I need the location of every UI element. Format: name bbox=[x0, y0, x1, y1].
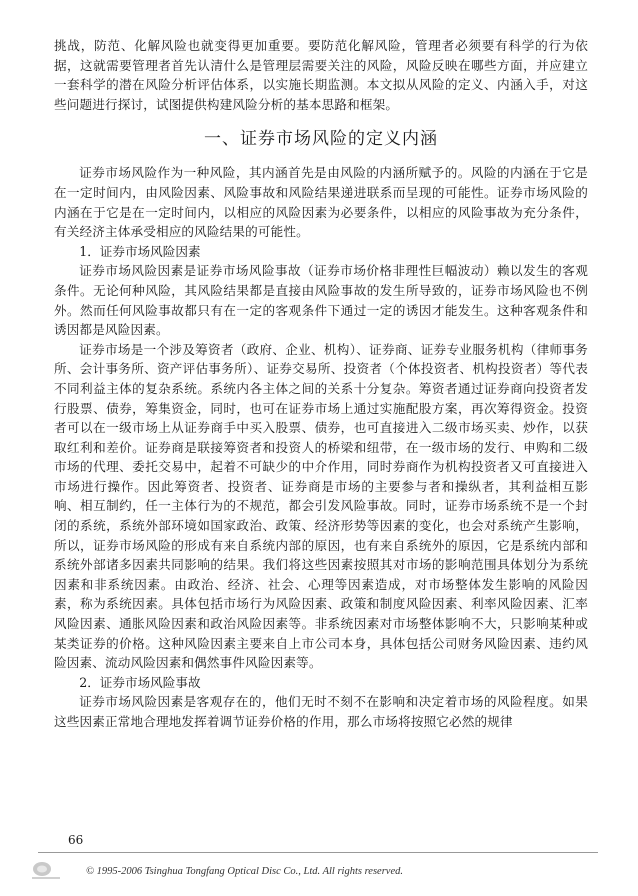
paragraph-definition: 证券市场风险作为一种风险，其内涵首先是由风险的内涵所赋予的。风险的内涵在于它是在一定时间内，由风险因素、风险事故和风险结果递进联系而呈现的可能性。证券市场风险的内涵在于它是在一定时间内，以相应的风险因素为必要条件，以相应的风险事故为充分条件，有关经济主体承受相应的风险结果的可能性。 bbox=[54, 165, 588, 240]
page-number: 66 bbox=[68, 833, 84, 847]
copyright-footer: © 1995-2006 Tsinghua Tongfang Optical Disc Co., Ltd. All rights reserved. bbox=[86, 866, 403, 877]
intro-paragraph: 挑战，防范、化解风险也就变得更加重要。要防范化解风险，管理者必须要有科学的行为依据，这就需要管理者首先认清什么是管理层需要关注的风险，风险反映在哪些方面，并应建立一套科学的潜在风险分析评估体系，以实施长期监测。本文拟从风险的定义、内涵入手，对这些问题进行探讨，试图提供构建风险分析的基本思路和框架。 bbox=[54, 38, 588, 112]
section-heading: 一、证券市场风险的定义内涵 bbox=[204, 129, 438, 150]
paragraph-risk-factors: 证券市场风险因素是证券市场风险事故（证券市场价格非理性巨幅波动）赖以发生的客观条件。无论何种风险，其风险结果都是直接由风险事故的发生所导致的，证券市场风险也不例外。然而任何风险事故都只有在一定的客观条件下通过一定的诱因才能发生。这种客观条件和诱因都是风险因素。 bbox=[54, 263, 588, 338]
paragraph-market-system: 证券市场是一个涉及筹资者（政府、企业、机构）、证券商、证券专业服务机构（律师事务所、会计事务所、资产评估事务所）、证券交易所、投资者（个体投资者、机构投资者）等代表不同利益主体的复杂系统。系统内各主体之间的关系十分复杂。筹资者通过证券商向投资者发行股票、债券，筹集资金，同时，也可在证券市场上通过实施配股方案，再次筹得资金。投资者可以在一级市场上从证券商手中买入股票、债券，也可直接进入二级市场买卖、炒作，以获取红利和差价。证券商是联接筹资者和投资人的桥梁和纽带，在一级市场的发行、申购和二级市场的代理、委托交易中，起着不可缺少的中介作用，同时券商作为机构投资者又可直接进入市场进行操作。因此筹资者、投资者、证券商是市场的主要参与者和操纵者，其利益相互影响、相互制约，任一主体行为的不规范，都会引发风险事故。同时，证券市场系统不是一个封闭的系统，系统外部环境如国家政治、政策、经济形势等因素的变化，也会对系统产生影响，所以，证券市场风险的形成有来自系统内部的原因，也有来自系统外的原因，它是系统内部和系统外部诸多因素共同影响的结果。我们将这些因素按照其对市场的影响范围具体划分为系统因素和非系统因素。由政治、经济、社会、心理等因素造成，对市场整体发生影响的风险因素，称为系统因素。具体包括市场行为风险因素、政策和制度风险因素、利率风险因素、汇率风险因素、通胀风险因素和政治风险因素等。非系统因素对市场整体影响不大，只影响某种或某类证券的价格。这种风险因素主要来自上市公司本身，具体包括公司财务风险因素、违约风险因素、流动风险因素和偶然事件风险因素等。 bbox=[54, 341, 588, 671]
paragraph-risk-events: 证券市场风险因素是客观存在的，他们无时不刻不在影响和决定着市场的风险程度。如果这些因素正常地合理地发挥着调节证券价格的作用，那么市场将按照它必然的规律 bbox=[54, 694, 588, 729]
subheading-risk-events: 2．证券市场风险事故 bbox=[79, 674, 201, 690]
footer-divider bbox=[38, 852, 598, 853]
cnki-logo-icon bbox=[28, 858, 64, 882]
document-page bbox=[54, 36, 588, 732]
subheading-risk-factors: 1．证券市场风险因素 bbox=[79, 243, 201, 259]
